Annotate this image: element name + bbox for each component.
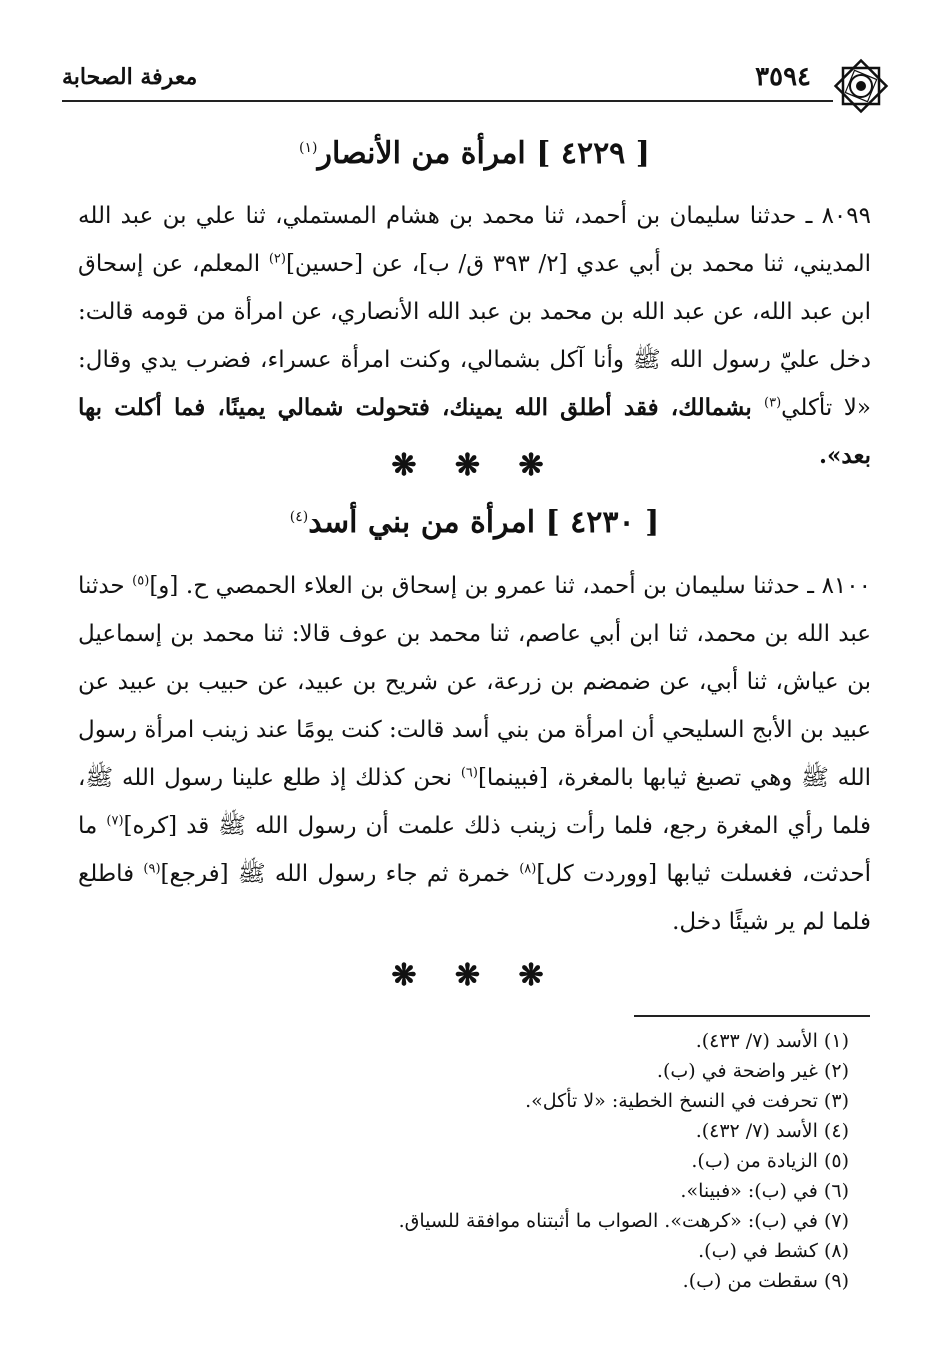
hadith-quote: بشمالك، فقد أطلق الله يمينك، فتحولت شمالي يمينًا، فما أكلت بها بعد». <box>78 394 871 469</box>
footnotes-list <box>249 1026 849 1296</box>
footnote: (٩) سقطت من (ب). <box>682 1270 849 1292</box>
footnote-divider <box>634 1015 870 1017</box>
page-header <box>62 60 889 102</box>
footnote-ref: (٣) <box>764 395 782 411</box>
hadith-text: فاطلع فلما لم ير شيئًا دخل. <box>78 861 871 935</box>
section-separator: ❋ ❋ ❋ <box>391 448 558 483</box>
page-number: ٣٥٩٤ <box>755 62 811 92</box>
footnote: (٧) في (ب): «كرهت». الصواب ما أثبتناه موافقة للسياق. <box>398 1210 849 1232</box>
footnote-ref: (٨) <box>519 861 537 877</box>
section-separator: ❋ ❋ ❋ <box>391 958 558 993</box>
footnote: (٨) كشط في (ب). <box>698 1240 849 1262</box>
section-title-text: [ ٤٢٢٩ ] امرأة من الأنصار <box>317 136 650 171</box>
footnote: (٦) في (ب): «فبينا». <box>680 1180 849 1202</box>
section-title-text: [ ٤٢٣٠ ] امرأة من بني أسد <box>308 505 660 540</box>
footnote-ref: (٦) <box>460 765 478 781</box>
section-title <box>0 136 949 171</box>
section-title <box>0 505 949 540</box>
hadith-text: خمرة ثم جاء رسول الله ﷺ [فرجع] <box>160 861 520 887</box>
footnote: (٤) الأسد (٧/ ٤٣٢). <box>695 1120 849 1142</box>
hadith-paragraph <box>78 562 871 946</box>
ornament-icon <box>833 58 889 114</box>
hadith-text: حدثنا عبد الله بن محمد، ثنا ابن أبي عاصم، ثنا محمد بن عوف قالا: ثنا محمد بن إسماعيل بن عياش، ثنا أبي، عن ضمضم بن زرعة، عن شريح بن عبيد، عن حبيب بن عبيد عن عبيد بن الأبج السليحي أن امرأة من بني أسد قالت: كنت يومًا عند زينب امرأة رسول الله ﷺ وهي تصبغ ثيابها بالمغرة، [فبينما] <box>78 573 871 791</box>
footnote: (١) الأسد (٧/ ٤٣٣). <box>695 1030 849 1052</box>
hadith-text: ٨٠٩٩ ـ حدثنا سليمان بن أحمد، ثنا محمد بن هشام المستملي، ثنا علي بن عبد الله المديني، ثنا محمد بن أبي عدي [٢/ ٣٩٣ ق/ ب]، عن [حسين] <box>78 203 871 277</box>
footnote: (٥) الزيادة من (ب). <box>691 1150 849 1172</box>
footnote: (٣) تحرفت في النسخ الخطية: «لا تأكل». <box>525 1090 849 1112</box>
hadith-text: المعلم، عن إسحاق ابن عبد الله، عن عبد الله بن محمد بن عبد الله الأنصاري، عن امرأة من قومه قالت: دخل عليّ رسول الله ﷺ وأنا آكل بشمالي، وكنت امرأة عسراء، فضرب يدي وقال: «لا تأكلي <box>78 251 871 421</box>
hadith-text: نحن كذلك إذ طلع علينا رسول الله ﷺ، فلما رأي المغرة رجع، فلما رأت زينب ذلك علمت أن رسول الله ﷺ قد [كره] <box>78 765 872 839</box>
footnote: (٢) غير واضحة في (ب). <box>656 1060 849 1082</box>
hadith-text: ما أحدثت، فغسلت ثيابها [ووردت كل] <box>78 813 871 887</box>
footnote-ref: (٢) <box>268 251 286 267</box>
book-title: معرفة الصحابة <box>62 64 198 90</box>
footnote-ref: (٥) <box>132 573 150 589</box>
footnote-ref: (٧) <box>106 813 124 829</box>
hadith-text: ٨١٠٠ ـ حدثنا سليمان بن أحمد، ثنا عمرو بن إسحاق بن العلاء الحمصي ح. [و] <box>149 573 871 599</box>
footnote-ref: (١) <box>299 140 318 156</box>
hadith-paragraph <box>78 192 871 480</box>
footnote-ref: (٩) <box>143 861 161 877</box>
footnote-ref: (٤) <box>289 509 309 525</box>
